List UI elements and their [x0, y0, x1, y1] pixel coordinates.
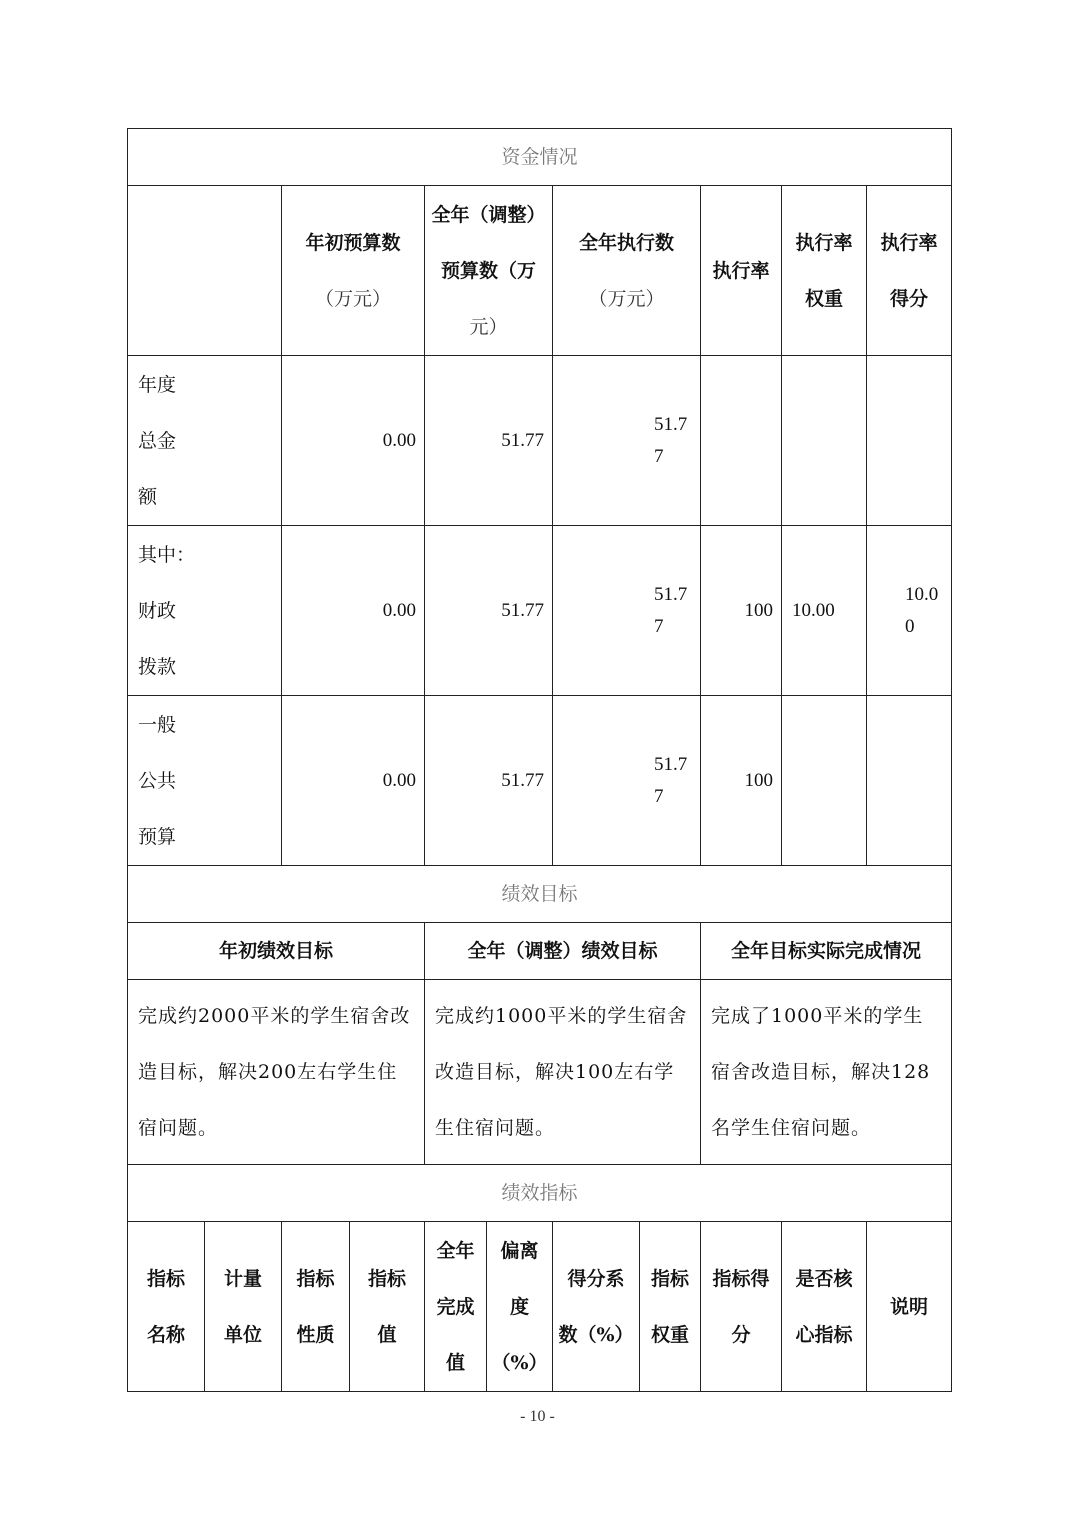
row-label-line: 财政: [138, 599, 177, 622]
ind-header-line: 度: [509, 1295, 529, 1318]
header-rate-weight-line1: 执行率: [795, 231, 853, 254]
cell-executed-part2: 7: [654, 615, 664, 637]
cell-executed-part1: 51.7: [654, 583, 688, 605]
goal-text-adjusted: 完成约1000平米的学生宿舍改造目标，解决100左右学生住宿问题。: [425, 980, 701, 1165]
ind-header-line: 全年: [436, 1239, 475, 1262]
page-number: - 10 -: [520, 1408, 555, 1425]
ind-header-weight: [640, 1222, 701, 1392]
header-adjusted-line2: 预算数（万: [440, 259, 536, 282]
cell-rate-weight: 10.00: [782, 526, 867, 696]
goal-header-initial: 年初绩效目标: [128, 923, 425, 980]
header-exec-rate: 执行率: [701, 186, 782, 356]
header-rate-score-line2: 得分: [890, 287, 929, 310]
header-executed-line1: 全年执行数: [578, 231, 674, 254]
ind-header-score: [701, 1222, 782, 1392]
ind-header-unit: [205, 1222, 282, 1392]
ind-header-line: 指标: [146, 1267, 185, 1290]
header-rate-weight: [782, 186, 867, 356]
ind-header-line: 名称: [146, 1323, 185, 1346]
goal-text-initial: 完成约2000平米的学生宿舍改造目标，解决200左右学生住宿问题。: [128, 980, 425, 1165]
ind-header-line: 完成: [436, 1295, 475, 1318]
cell-adjusted-budget: 51.77: [425, 696, 553, 866]
cell-initial-budget: 0.00: [282, 526, 425, 696]
header-executed: [553, 186, 701, 356]
ind-header-line: 值: [377, 1323, 397, 1346]
cell-rate-score: [867, 356, 952, 526]
cell-exec-rate: 100: [701, 696, 782, 866]
ind-header-value: [350, 1222, 425, 1392]
section-goals-title: 绩效目标: [128, 866, 952, 923]
cell-rate-weight: [782, 356, 867, 526]
ind-header-coefficient: [553, 1222, 640, 1392]
ind-header-line: 值: [445, 1351, 465, 1374]
ind-header-line: 分: [731, 1323, 751, 1346]
row-label-line: 总金: [138, 429, 177, 452]
cell-initial-budget: 0.00: [282, 696, 425, 866]
row-label-line: 拨款: [138, 655, 177, 678]
ind-header-line: 指标: [650, 1267, 689, 1290]
ind-header-core: [782, 1222, 867, 1392]
ind-header-line: 心指标: [795, 1323, 853, 1346]
performance-table: [127, 128, 952, 1392]
header-initial-budget: [282, 186, 425, 356]
cell-exec-rate: [701, 356, 782, 526]
cell-executed: [553, 696, 701, 866]
ind-header-deviation: [487, 1222, 553, 1392]
funds-row-total: [128, 356, 952, 526]
goal-header-actual: 全年目标实际完成情况: [701, 923, 952, 980]
cell-executed-part1: 51.7: [654, 753, 688, 775]
ind-header-line: 指标: [367, 1267, 406, 1290]
ind-header-line: 数（%）: [558, 1323, 634, 1346]
ind-header-nature: [282, 1222, 350, 1392]
cell-executed: [553, 356, 701, 526]
ind-header-line: 指标: [296, 1267, 335, 1290]
header-adjusted-line1: 全年（调整）: [431, 203, 546, 226]
cell-executed-part2: 7: [654, 785, 664, 807]
indicators-header-row: [128, 1222, 952, 1392]
funds-row-fiscal: [128, 526, 952, 696]
funds-row-public: [128, 696, 952, 866]
section-indicators-title: 绩效指标: [128, 1165, 952, 1222]
goals-header-row: [128, 923, 952, 980]
cell-rate-weight: [782, 696, 867, 866]
header-initial-budget-line1: 年初预算数: [305, 231, 401, 254]
ind-header-remark: 说明: [867, 1222, 952, 1392]
ind-header-line: 单位: [223, 1323, 262, 1346]
ind-header-line: 性质: [296, 1323, 335, 1346]
cell-rate-score-part1: 10.0: [905, 583, 939, 605]
cell-adjusted-budget: 51.77: [425, 526, 553, 696]
cell-rate-score: [867, 696, 952, 866]
header-initial-budget-line2: （万元）: [314, 287, 391, 310]
goal-text-actual: 完成了1000平米的学生宿舍改造目标，解决128名学生住宿问题。: [701, 980, 952, 1165]
header-rate-weight-line2: 权重: [804, 287, 843, 310]
ind-header-completed: [425, 1222, 487, 1392]
cell-initial-budget: 0.00: [282, 356, 425, 526]
row-label-line: 一般: [138, 713, 177, 736]
row-label-line: 其中：: [138, 543, 196, 566]
cell-exec-rate: 100: [701, 526, 782, 696]
cell-executed-part2: 7: [654, 445, 664, 467]
ind-header-line: 偏离: [500, 1239, 539, 1262]
cell-rate-score-part2: 0: [905, 615, 915, 637]
row-label-line: 额: [138, 485, 158, 508]
cell-executed-part1: 51.7: [654, 413, 688, 435]
funds-header-row: [128, 186, 952, 356]
cell-adjusted-budget: 51.77: [425, 356, 553, 526]
row-label: [128, 696, 282, 866]
header-executed-line2: （万元）: [588, 287, 665, 310]
cell-rate-score: [867, 526, 952, 696]
ind-header-line: 计量: [223, 1267, 262, 1290]
ind-header-line: （%）: [491, 1351, 548, 1374]
section-funds-title: 资金情况: [128, 129, 952, 186]
goals-content-row: [128, 980, 952, 1165]
row-label-line: 年度: [138, 373, 177, 396]
ind-header-name: [128, 1222, 205, 1392]
ind-header-line: 权重: [650, 1323, 689, 1346]
row-label-line: 预算: [138, 825, 177, 848]
goal-header-adjusted: 全年（调整）绩效目标: [425, 923, 701, 980]
header-adjusted-budget: [425, 186, 553, 356]
row-label: [128, 526, 282, 696]
header-rate-score-line1: 执行率: [880, 231, 938, 254]
row-label: [128, 356, 282, 526]
header-rate-score: [867, 186, 952, 356]
ind-header-line: 得分系: [567, 1267, 625, 1290]
ind-header-line: 是否核: [795, 1267, 853, 1290]
row-label-line: 公共: [138, 769, 177, 792]
header-blank-cell: [128, 186, 282, 356]
header-adjusted-line3: 元）: [469, 315, 508, 338]
ind-header-line: 指标得: [712, 1267, 770, 1290]
cell-executed: [553, 526, 701, 696]
